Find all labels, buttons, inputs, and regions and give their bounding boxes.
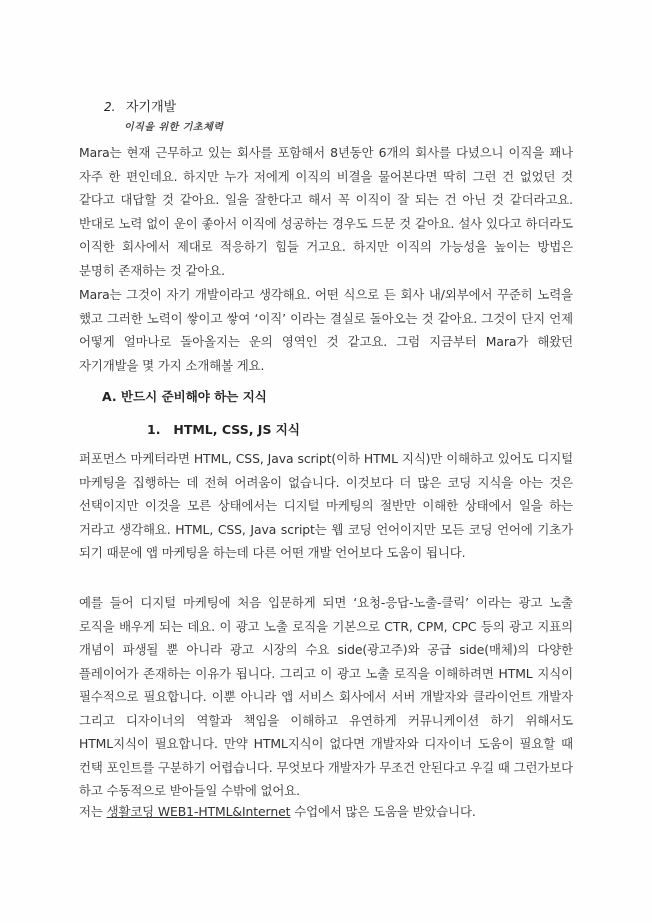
section-number: 2.	[104, 100, 116, 114]
item-heading-1	[147, 420, 300, 438]
paragraph-html-knowledge: 퍼포먼스 마케터라면 HTML, CSS, Java script(이하 HTML 지식)만 이해하고 있어도 디지털 마케팅을 집행하는 데 전혀 어려움이 없습니다. 이것보다 더 많은 코딩 지식을 아는 것은 선택이지만 이것을 모른 상태에서는 디지털 마케팅의 절반만 이해한 상태에서 일을 하는 거라고 생각해요. HTML, CSS, Java script는 웹 코딩 언어이지만 모든 코딩 언어에 기초가 되기 때문에 앱 마케팅을 하는데 다른 어떤 개발 언어보다 도움이 됩니다.	[79, 451, 573, 560]
course-text-after: 수업에서 많은 도움을 받았습니다.	[290, 804, 476, 819]
item-title: HTML, CSS, JS 지식	[173, 422, 300, 437]
course-link[interactable]: 생활코딩 WEB1-HTML&Internet	[106, 804, 291, 819]
item-number: 1.	[147, 422, 161, 437]
section-heading	[104, 96, 176, 115]
section-title: 자기개발	[126, 100, 177, 115]
paragraph-course-reference	[79, 800, 573, 824]
paragraph-ad-logic: 예를 들어 디지털 마케팅에 처음 입문하게 되면 ‘요청-응답-노출-클릭’ 이라는 광고 노출 로직을 배우게 되는 데요. 이 광고 노출 로직을 기본으로 CTR, CPM, CPC 등의 광고 지표의 개념이 파생될 뿐 아니라 광고 시장의 수요 side(광고주)와 공급 side(매체)의 다양한 플레이어가 존재하는 이유가 됩니다. 그리고 이 광고 노출 로직을 이해하려면 HTML 지식이 필수적으로 필요합니다. 이뿐 아니라 앱 서비스 회사에서 서버 개발자와 클라이언트 개발자 그리고 디자이너의 역할과 책임을 이해하고 유연하게 커뮤니케이션 하기 위해서도 HTML지식이 필요합니다. 만약 HTML지식이 없다면 개발자와 디자이너 도움이 필요할 때 컨택 포인트를 구분하기 어렵습니다. 무엇보다 개발자가 무조건 안된다고 우길 때 그런가보다 하고 수동적으로 받아들일 수밖에 없어요.	[79, 595, 573, 798]
section-subtitle: 이직을 위한 기초체력	[124, 122, 224, 133]
subsection-heading-a: A. 반드시 준비해야 하는 지식	[102, 389, 267, 404]
paragraph-intro: Mara는 현재 근무하고 있는 회사를 포함해서 8년동안 6개의 회사를 다녔으니 이직을 꽤나 자주 한 편인데요. 하지만 누가 저에게 이직의 비결을 물어본다면 딱히 그런 건 없었던 것 같다고 대답할 것 같아요. 일을 잘한다고 해서 꼭 이직이 잘 되는 건 아닌 것 같더라고요. 반대로 노력 없이 운이 좋아서 이직에 성공하는 경우도 드문 것 같아요. 설사 있다고 하더라도 이직한 회사에서 제대로 적응하기 힘들 거고요. 하지만 이직의 가능성을 높이는 방법은 분명히 존재하는 것 같아요.	[79, 145, 573, 278]
course-text-before: 저는	[79, 804, 107, 819]
paragraph-self-development: Mara는 그것이 자기 개발이라고 생각해요. 어떤 식으로 든 회사 내/외부에서 꾸준히 노력을 했고 그러한 노력이 쌓이고 쌓여 ‘이직’ 이라는 결실로 돌아오는 것 같아요. 그것이 단지 언제 어떻게 얼마나로 돌아올지는 운의 영역인 것 같고요. 그럼 지금부터 Mara가 해왔던 자기개발을 몇 가지 소개해볼 게요.	[79, 287, 573, 373]
